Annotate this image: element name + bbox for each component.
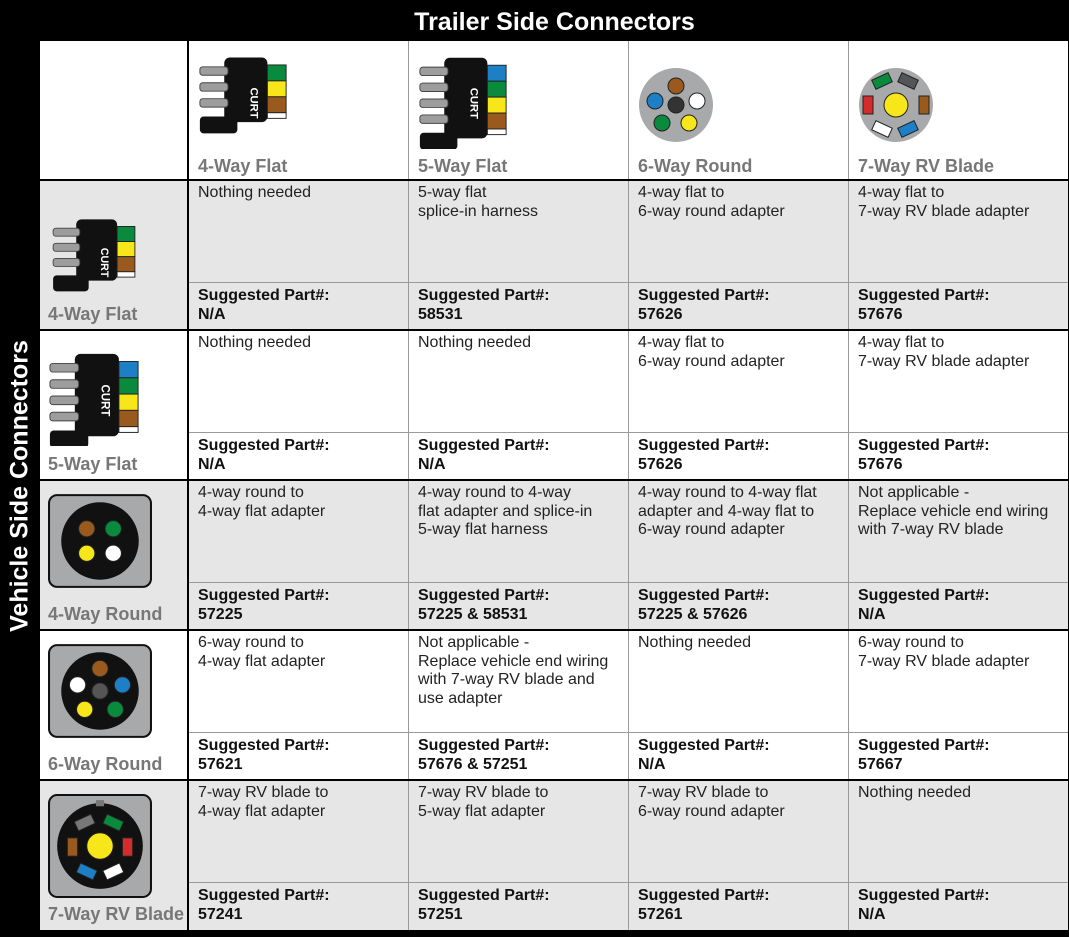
plug-body <box>444 58 487 139</box>
suggested-part-number: 57225 & 58531 <box>418 606 528 623</box>
pin <box>117 226 135 241</box>
cell-description: 5-way flat splice-in harness <box>418 184 539 220</box>
column-line <box>187 41 189 930</box>
pin <box>200 67 228 75</box>
key-slot <box>96 800 104 806</box>
pin <box>53 228 80 236</box>
suggested-part-number: 57676 <box>858 306 903 323</box>
column-divider <box>848 41 849 930</box>
cell-description: 4-way flat to 6-way round adapter <box>638 334 785 370</box>
plug-tab <box>53 275 89 291</box>
suggested-part-label: Suggested Part#: <box>418 737 550 754</box>
suggested-part-label: Suggested Part#: <box>638 437 770 454</box>
cell-description: 4-way round to 4-way flat adapter and splice-in 5-way flat harness <box>418 484 593 538</box>
pin <box>200 83 228 91</box>
4-way-flat-plug-icon <box>198 49 288 139</box>
suggested-part-label: Suggested Part#: <box>418 887 550 904</box>
pin <box>119 394 138 410</box>
cell-description: 6-way round to 7-way RV blade adapter <box>858 634 1030 670</box>
cell-description: Nothing needed <box>198 334 311 351</box>
suggested-part-number: 57225 <box>198 606 243 623</box>
suggested-part-label: Suggested Part#: <box>198 287 330 304</box>
suggested-part-number: 57251 <box>418 906 463 923</box>
4-way-flat-connector-icon <box>48 214 140 294</box>
brand-logo: CURT <box>247 87 260 119</box>
pin <box>668 97 684 113</box>
pin <box>487 65 506 81</box>
column-divider <box>628 41 629 930</box>
pin <box>487 97 506 113</box>
suggested-part-number: 57626 <box>638 456 683 473</box>
suggested-part-label: Suggested Part#: <box>198 737 330 754</box>
pin <box>53 258 80 266</box>
cell-description: Nothing needed <box>198 184 311 201</box>
row-line <box>40 179 1068 181</box>
column-header-label: 4-Way Flat <box>198 156 288 176</box>
cell-description: 7-way RV blade to 5-way flat adapter <box>418 784 549 820</box>
pin <box>79 521 95 537</box>
top-title: Trailer Side Connectors <box>414 8 695 36</box>
7-way-rv-blade-socket-icon <box>48 794 152 898</box>
column-header-label: 7-Way RV Blade <box>858 156 995 176</box>
pin <box>114 677 130 693</box>
cell-description: 7-way RV blade to 6-way round adapter <box>638 784 785 820</box>
pin <box>420 83 448 91</box>
pin <box>487 129 506 135</box>
plug-tab <box>420 133 458 149</box>
suggested-part-label: Suggested Part#: <box>418 287 550 304</box>
row-line <box>40 779 1068 781</box>
pin <box>77 701 93 717</box>
6-way-round-socket-icon <box>48 644 152 738</box>
pin <box>105 521 121 537</box>
pin <box>654 115 670 131</box>
suggested-part-number: N/A <box>198 456 226 473</box>
suggested-part-number: 57676 <box>858 456 903 473</box>
cell-description: 4-way flat to 7-way RV blade adapter <box>858 334 1030 370</box>
row-line <box>40 329 1068 331</box>
pin <box>117 257 135 272</box>
suggested-part-label: Suggested Part#: <box>638 737 770 754</box>
plug-body <box>224 57 267 122</box>
pin <box>647 93 663 109</box>
pin <box>105 545 121 561</box>
suggested-part-label: Suggested Part#: <box>638 287 770 304</box>
row-header-label: 5-Way Flat <box>48 454 138 474</box>
suggested-part-label: Suggested Part#: <box>858 737 990 754</box>
pin <box>681 115 697 131</box>
suggested-part-number: 58531 <box>418 306 463 323</box>
suggested-part-number: 57676 & 57251 <box>418 756 528 773</box>
suggested-part-number: 57241 <box>198 906 243 923</box>
blade <box>122 838 132 856</box>
row-line <box>40 479 1068 481</box>
pin <box>117 242 135 257</box>
column-header-label: 5-Way Flat <box>418 156 508 176</box>
pin <box>267 65 286 81</box>
cell-description: 4-way flat to 6-way round adapter <box>638 184 785 220</box>
cell-description: 6-way round to 4-way flat adapter <box>198 634 326 670</box>
suggested-part-number: 57626 <box>638 306 683 323</box>
cell-description: 4-way round to 4-way flat adapter and 4-way flat to 6-way round adapter <box>638 484 817 538</box>
row-header-label: 4-Way Flat <box>48 304 138 324</box>
suggested-part-label: Suggested Part#: <box>858 437 990 454</box>
row-header-label: 7-Way RV Blade <box>48 904 185 924</box>
blade <box>863 96 873 114</box>
blade <box>67 838 77 856</box>
pin <box>267 97 286 113</box>
suggested-part-number: N/A <box>858 606 886 623</box>
brand-logo: CURT <box>98 247 111 278</box>
plug-body <box>75 354 119 436</box>
7-way-rv-blade-plug-icon <box>858 67 934 143</box>
side-title: Vehicle Side Connectors <box>5 340 34 632</box>
row-line <box>40 629 1068 631</box>
row-header-label: 4-Way Round <box>48 604 163 624</box>
pin <box>50 380 79 389</box>
plug-tab <box>50 431 88 447</box>
plug-tab <box>200 117 238 134</box>
pin <box>420 99 448 107</box>
4-way-round-socket-icon <box>48 494 152 588</box>
suggested-part-label: Suggested Part#: <box>418 587 550 604</box>
brand-logo: CURT <box>467 87 480 119</box>
pin <box>92 660 108 676</box>
suggested-part-number: 57225 & 57626 <box>638 606 748 623</box>
pin <box>50 396 79 405</box>
suggested-part-label: Suggested Part#: <box>638 587 770 604</box>
suggested-part-label: Suggested Part#: <box>858 287 990 304</box>
side-title-bar <box>0 41 40 937</box>
pin <box>267 81 286 97</box>
suggested-part-label: Suggested Part#: <box>198 437 330 454</box>
6-way-round-plug-icon <box>638 67 714 143</box>
socket-face <box>61 502 138 579</box>
cell-description: Nothing needed <box>638 634 751 651</box>
suggested-part-number: 57261 <box>638 906 683 923</box>
cell-description: Not applicable - Replace vehicle end wiring with 7-way RV blade and use adapter <box>418 634 609 707</box>
cell-description: 4-way round to 4-way flat adapter <box>198 484 326 520</box>
row-header-label: 6-Way Round <box>48 754 163 774</box>
cell-description: Nothing needed <box>858 784 971 801</box>
cell-description: Nothing needed <box>418 334 531 351</box>
suggested-part-number: N/A <box>418 456 446 473</box>
pin <box>50 412 79 421</box>
brand-logo: CURT <box>98 384 111 417</box>
pin <box>884 93 908 117</box>
5-way-flat-connector-icon <box>48 346 140 446</box>
pin <box>668 78 684 94</box>
connector-grid <box>40 41 1068 930</box>
pin <box>53 243 80 251</box>
suggested-part-number: N/A <box>638 756 666 773</box>
cell-description: 7-way RV blade to 4-way flat adapter <box>198 784 329 820</box>
suggested-part-number: 57621 <box>198 756 243 773</box>
pin <box>267 113 286 119</box>
5-way-flat-plug-icon <box>418 49 508 149</box>
suggested-part-label: Suggested Part#: <box>858 887 990 904</box>
pin <box>200 99 228 107</box>
suggested-part-label: Suggested Part#: <box>198 887 330 904</box>
pin <box>420 115 448 123</box>
pin <box>119 378 138 394</box>
suggested-part-number: N/A <box>198 306 226 323</box>
column-divider <box>408 41 409 930</box>
pin <box>119 362 138 378</box>
suggested-part-number: 57667 <box>858 756 903 773</box>
pin <box>117 272 135 277</box>
suggested-part-number: N/A <box>858 906 886 923</box>
suggested-part-label: Suggested Part#: <box>418 437 550 454</box>
suggested-part-label: Suggested Part#: <box>638 887 770 904</box>
suggested-part-label: Suggested Part#: <box>858 587 990 604</box>
pin <box>69 677 85 693</box>
pin <box>79 545 95 561</box>
pin <box>420 67 448 75</box>
pin <box>87 833 114 860</box>
pin <box>487 81 506 97</box>
suggested-part-label: Suggested Part#: <box>198 587 330 604</box>
blade <box>919 96 929 114</box>
pin <box>689 93 705 109</box>
pin <box>50 363 79 372</box>
pin <box>487 113 506 129</box>
pin <box>119 427 138 433</box>
cell-description: 4-way flat to 7-way RV blade adapter <box>858 184 1030 220</box>
pin <box>107 701 123 717</box>
pin <box>119 410 138 426</box>
column-header-label: 6-Way Round <box>638 156 753 176</box>
cell-description: Not applicable - Replace vehicle end wiring with 7-way RV blade <box>858 484 1049 538</box>
pin <box>92 683 108 699</box>
